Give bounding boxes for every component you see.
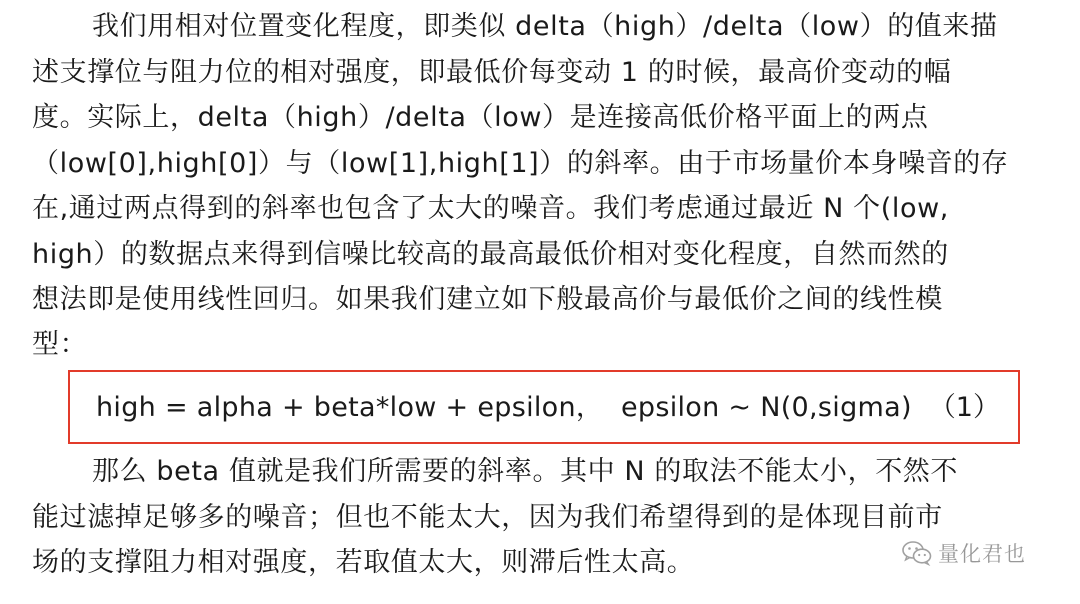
wechat-icon xyxy=(902,540,932,566)
paragraph-1-line-1: 我们用相对位置变化程度，即类似 delta（high）/delta（low）的值来描 xyxy=(92,11,998,42)
watermark xyxy=(902,536,1026,570)
formula-number: （1） xyxy=(928,392,1000,423)
paragraph-1-line-3: 度。实际上，delta（high）/delta（low）是连接高低价格平面上的两点 xyxy=(32,102,929,133)
formula-equation: high = alpha + beta*low + epsilon， epsilon ~ N(0,sigma) xyxy=(96,392,912,423)
paragraph-1-line-8: 型： xyxy=(32,329,88,360)
paragraph-1-line-7: 想法即是使用线性回归。如果我们建立如下般最高价与最低价之间的线性模 xyxy=(32,284,943,315)
formula-box xyxy=(68,370,1020,444)
paragraph-1-line-4: （low[0],high[0]）与（low[1],high[1]）的斜率。由于市场量价本身噪音的存 xyxy=(32,148,1009,179)
paragraph-2-line-1: 那么 beta 值就是我们所需要的斜率。其中 N 的取法不能太小，不然不 xyxy=(92,456,959,487)
paragraph-1-line-5: 在,通过两点得到的斜率也包含了太大的噪音。我们考虑通过最近 N 个(low, xyxy=(32,193,949,224)
paragraph-2-line-2: 能过滤掉足够多的噪音；但也不能太大，因为我们希望得到的是体现目前市 xyxy=(32,502,943,533)
paragraph-1-line-6: high）的数据点来得到信噪比较高的最高最低价相对变化程度，自然而然的 xyxy=(32,239,949,270)
watermark-text: 量化君也 xyxy=(938,542,1026,566)
paragraph-1-line-2: 述支撑位与阻力位的相对强度，即最低价每变动 1 的时候，最高价变动的幅 xyxy=(32,57,952,88)
paragraph-2-line-3: 场的支撑阻力相对强度，若取值太大，则滞后性太高。 xyxy=(32,547,695,578)
